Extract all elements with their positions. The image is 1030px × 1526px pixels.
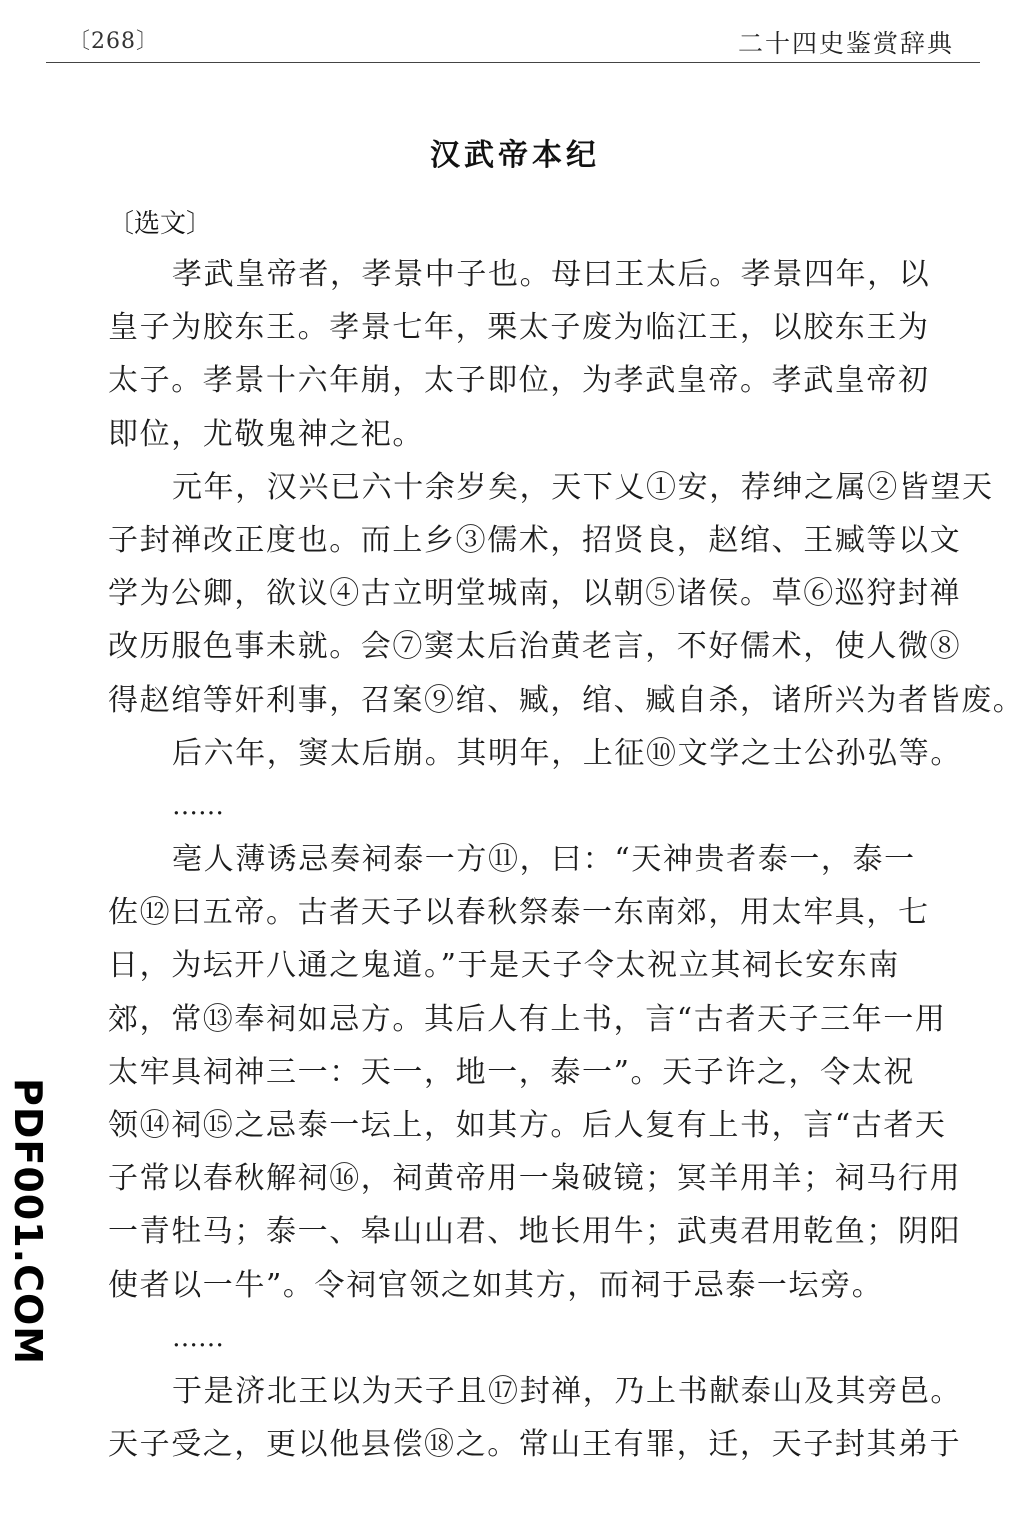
header-divider	[46, 62, 980, 63]
text-line: 学为公卿，欲议④古立明堂城南，以朝⑤诸侯。草⑥巡狩封禅	[108, 576, 962, 612]
text-line: 佐⑫曰五帝。古者天子以春秋祭泰一东南郊，用太牢具，七	[108, 895, 930, 931]
running-head-book-title: 二十四史鉴赏辞典	[737, 29, 954, 58]
text-line: 子封禅改正度也。而上乡③儒术，招贤良，赵绾、王臧等以文	[108, 522, 962, 558]
text-line: 孝武皇帝者，孝景中子也。母曰王太后。孝景四年，以	[172, 257, 931, 292]
text-line: 太子。孝景十六年崩，太子即位，为孝武皇帝。孝武皇帝初	[108, 363, 930, 399]
body-text	[108, 248, 1025, 1471]
page-number: 〔268〕	[68, 29, 159, 54]
text-line: 领⑭祠⑮之忌泰一坛上，如其方。后人复有上书，言“古者天	[108, 1108, 947, 1143]
watermark: PDF001.COM	[6, 1078, 50, 1366]
text-line: 即位，尤敬鬼神之祀。	[108, 416, 424, 452]
text-line: 郊，常⑬奉祠如忌方。其后人有上书，言“古者天子三年一用	[108, 1001, 947, 1037]
text-line: 一青牡马；泰一、皋山山君、地长用牛；武夷君用乾鱼；阴阳	[108, 1214, 962, 1250]
text-line: 子常以春秋解祠⑯，祠黄帝用一枭破镜；冥羊用羊；祠马行用	[108, 1161, 962, 1197]
text-line: 后六年，窦太后崩。其明年，上征⑩文学之士公孙弘等。	[172, 735, 962, 771]
ellipsis-separator: ……	[172, 790, 224, 821]
text-line: 元年，汉兴已六十余岁矣，天下乂①安，荐绅之属②皆望天	[172, 469, 994, 505]
text-line: 亳人薄诱忌奏祠泰一方⑪，曰：“天神贵者泰一，泰一	[172, 842, 916, 878]
ellipsis-separator: ……	[172, 1322, 224, 1353]
text-line: 改历服色事未就。会⑦窦太后治黄老言，不好儒术，使人微⑧	[108, 629, 962, 665]
chapter-title: 汉武帝本纪	[430, 138, 600, 173]
text-line: 皇子为胶东王。孝景七年，栗太子废为临江王，以胶东王为	[108, 310, 930, 346]
text-line: 日，为坛开八通之鬼道。”于是天子令太祝立其祠长安东南	[108, 948, 900, 984]
text-line: 得赵绾等奸利事，召案⑨绾、臧，绾、臧自杀，诸所兴为者皆废。	[108, 682, 1025, 718]
text-line: 使者以一牛”。令祠官领之如其方，而祠于忌泰一坛旁。	[108, 1267, 884, 1303]
text-line: 于是济北王以为天子且⑰封禅，乃上书献泰山及其旁邑。	[172, 1373, 962, 1409]
page-header	[46, 22, 980, 62]
text-line: 天子受之，更以他县偿⑱之。常山王有罪，迁，天子封其弟于	[108, 1427, 962, 1463]
text-line: 太牢具祠神三一：天一，地一，泰一”。天子许之，令太祝	[108, 1054, 915, 1090]
section-label: 〔选文〕	[108, 209, 213, 239]
